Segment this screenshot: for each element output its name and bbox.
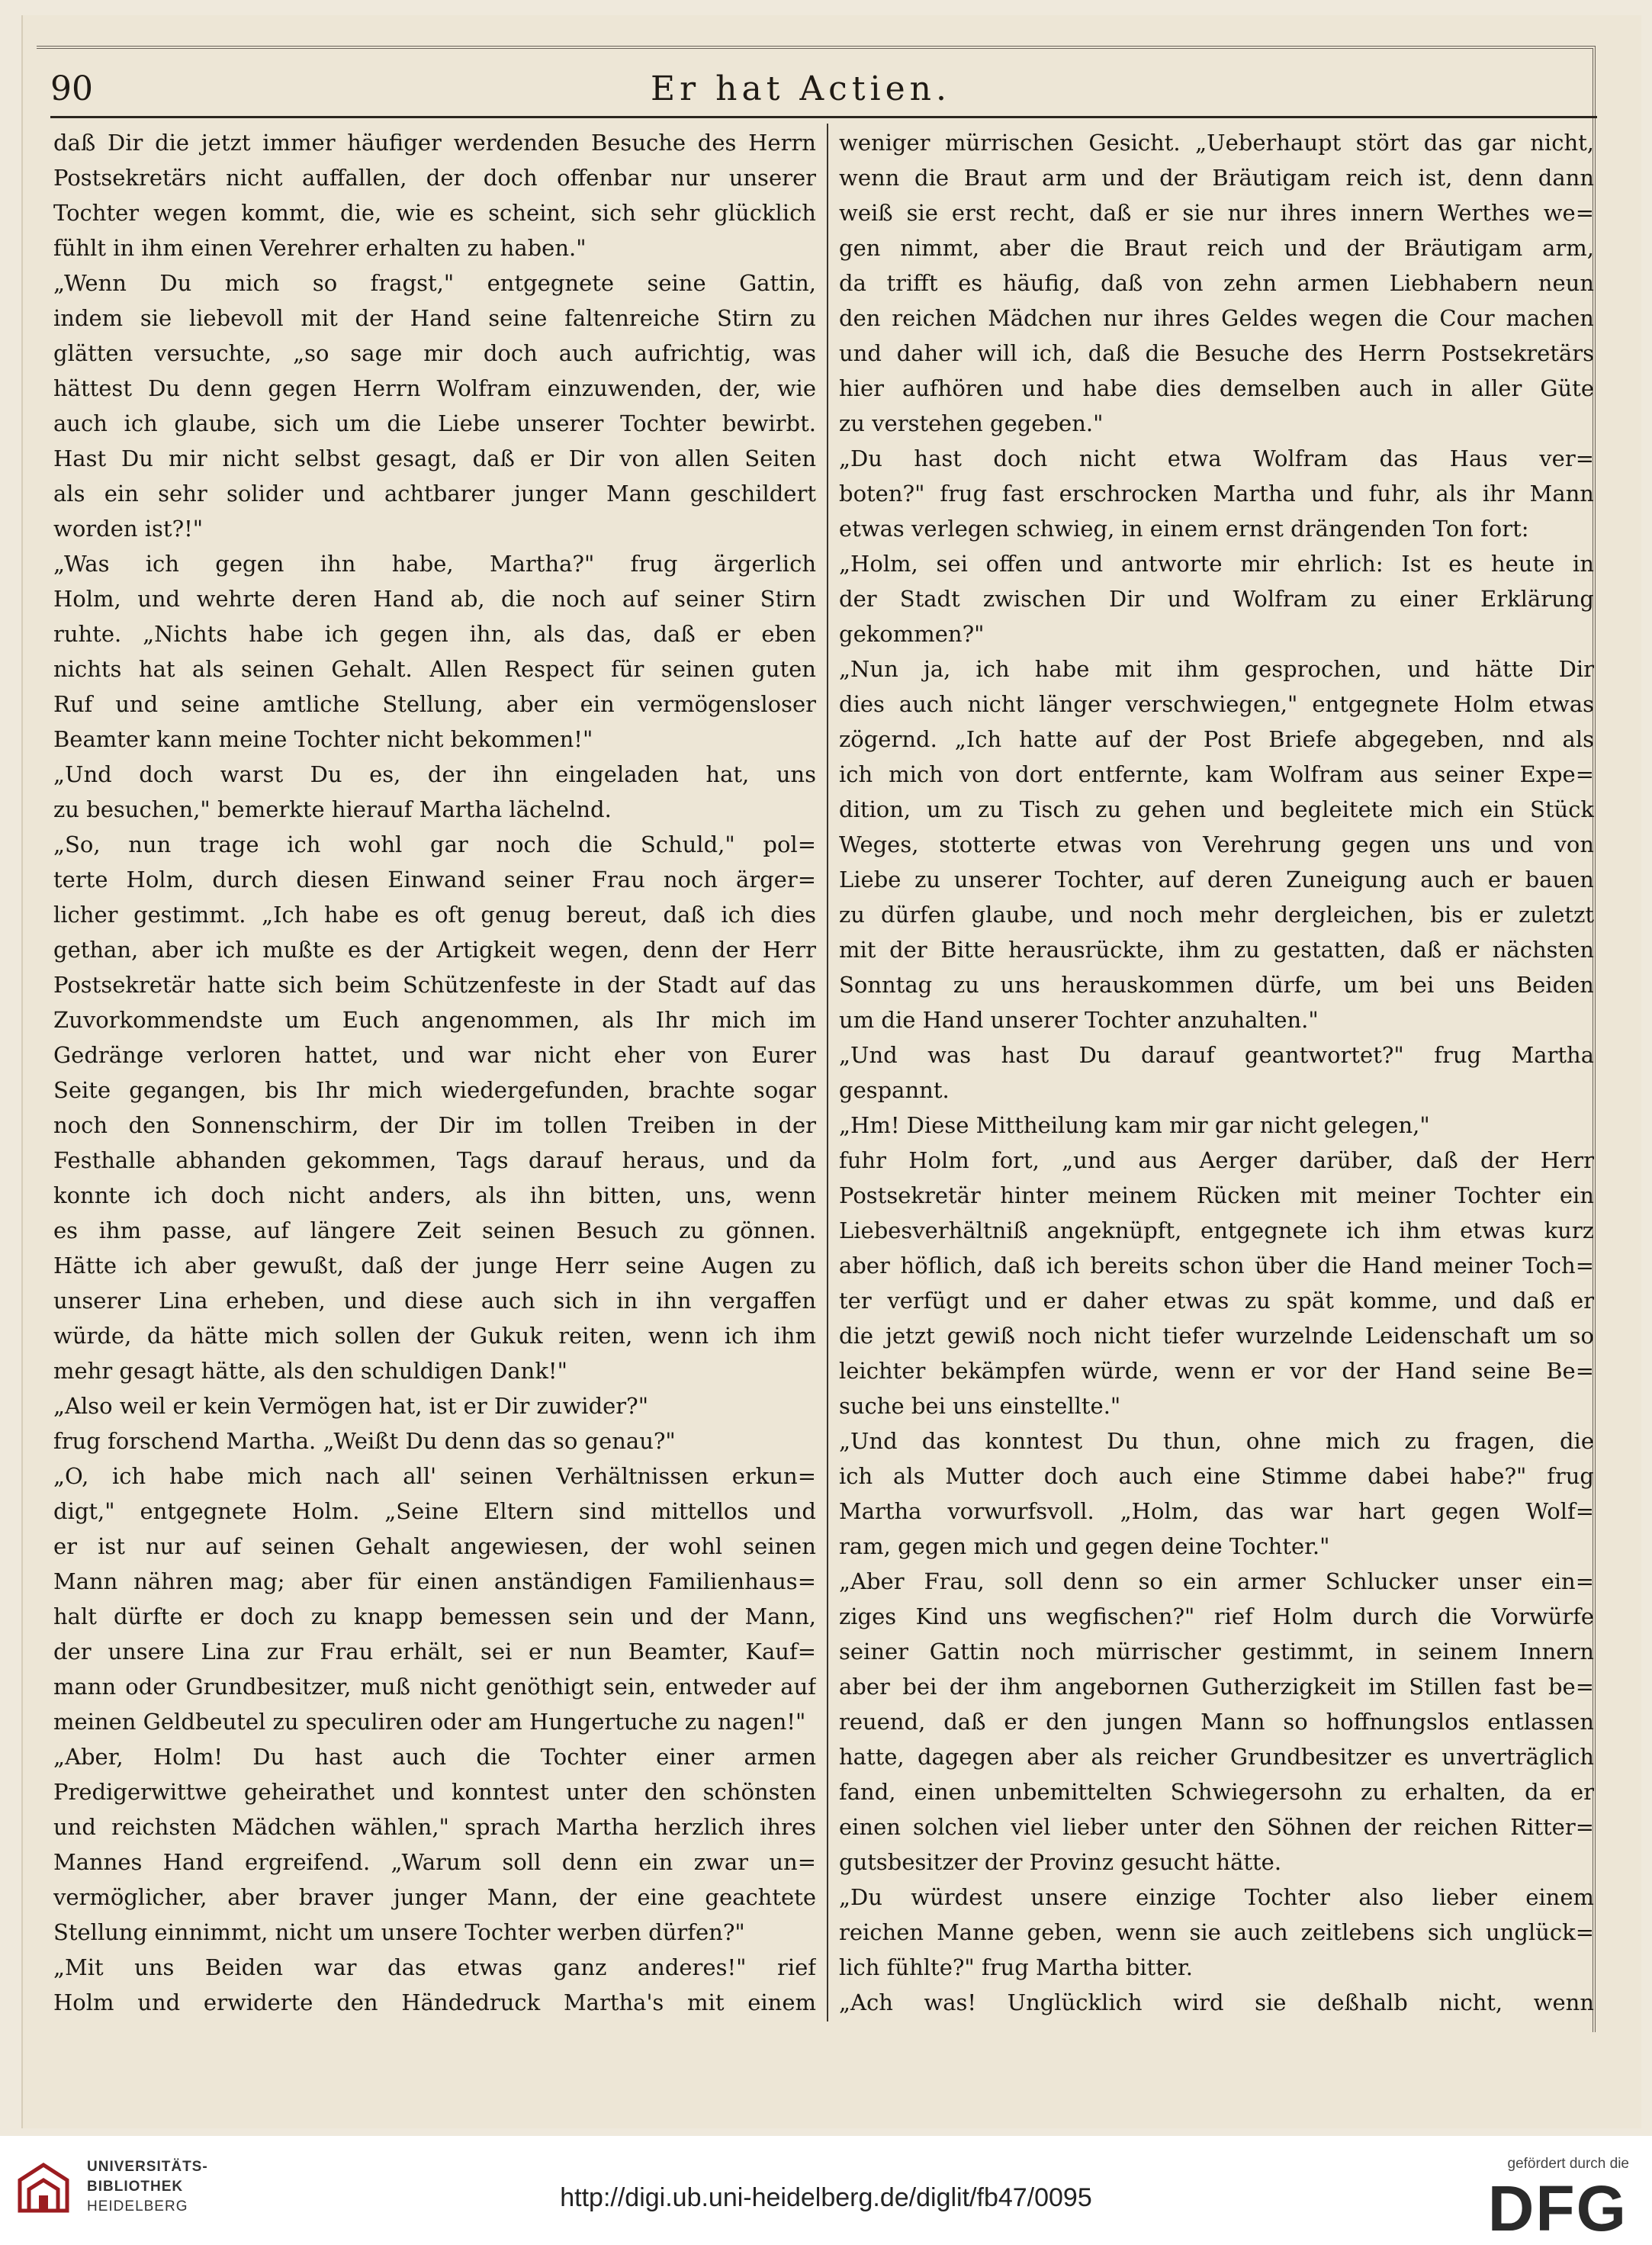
- text-line: „Du würdest unsere einzige Tochter also lieber einem: [839, 1884, 1594, 1910]
- text-line: ter verfügt und er daher etwas zu spät komme, und daß er: [839, 1288, 1594, 1314]
- text-line: indem sie liebevoll mit der Hand seine faltenreiche Stirn zu: [53, 305, 816, 331]
- text-line: Weges, stotterte etwas von Verehrung gegen uns und von: [839, 831, 1594, 857]
- permalink-url[interactable]: http://digi.ub.uni-heidelberg.de/diglit/fb47/0095: [560, 2183, 1092, 2212]
- text-line: zu besuchen," bemerkte hierauf Martha lächelnd.: [53, 796, 612, 822]
- text-line: gespannt.: [839, 1077, 950, 1103]
- text-line: auch ich glaube, sich um die Liebe unserer Tochter bewirbt.: [53, 410, 816, 436]
- text-line: halt dürfte er doch zu knapp bemessen sein und der Mann,: [53, 1603, 816, 1629]
- text-line: reuend, daß er den jungen Mann so hoffnungslos entlassen: [839, 1709, 1594, 1735]
- text-line: Tochter wegen kommt, die, wie es scheint, sich sehr glücklich: [53, 200, 816, 226]
- text-line: fuhr Holm fort, „und aus Aerger darüber, daß der Herr: [839, 1147, 1594, 1173]
- text-line: Hast Du mir nicht selbst gesagt, daß er Dir von allen Seiten: [53, 445, 816, 471]
- text-line: meinen Geldbeutel zu speculiren oder am Hungertuche zu nagen!": [53, 1709, 806, 1735]
- text-line: „Mit uns Beiden war das etwas ganz anderes!" rief: [53, 1954, 816, 1980]
- text-line: fühlt in ihm einen Verehrer erhalten zu haben.": [53, 235, 587, 261]
- text-line: mit der Bitte herausrückte, ihm zu gestatten, daß er nächsten: [839, 937, 1594, 963]
- text-line: Hätte ich aber gewußt, daß der junge Herr seine Augen zu: [53, 1253, 816, 1278]
- text-line: „Aber, Holm! Du hast auch die Tochter einer armen: [53, 1744, 816, 1770]
- text-line: hättest Du denn gegen Herrn Wolfram einzuwenden, der, wie: [53, 375, 816, 401]
- text-line: „So, nun trage ich wohl gar noch die Schuld," pol=: [53, 831, 816, 857]
- text-line: ziges Kind uns wegfischen?" rief Holm durch die Vorwürfe: [839, 1603, 1594, 1629]
- text-line: terte Holm, durch diesen Einwand seiner Frau noch ärger=: [53, 867, 816, 893]
- text-line: suche bei uns einstellte.": [839, 1393, 1121, 1419]
- library-name-line1: UNIVERSITÄTS-: [87, 2159, 208, 2175]
- text-line: unserer Lina erheben, und diese auch sich in ihn vergaffen: [53, 1288, 816, 1314]
- text-line: ich mich von dort entfernte, kam Wolfram aus seiner Expe=: [839, 761, 1594, 787]
- text-line: „Ach was! Unglücklich wird sie deßhalb nicht, wenn: [839, 1989, 1594, 2015]
- text-line: dies auch nicht länger verschwiegen," entgegnete Holm etwas: [839, 691, 1594, 717]
- text-line: Postsekretär hinter meinem Rücken mit meiner Tochter ein: [839, 1182, 1594, 1208]
- text-line: mehr gesagt hätte, als den schuldigen Dank!": [53, 1358, 567, 1384]
- funder-caption: gefördert durch die: [1507, 2156, 1629, 2172]
- right-column: [839, 125, 1594, 2021]
- text-line: „Also weil er kein Vermögen hat, ist er Dir zuwider?": [53, 1393, 649, 1419]
- text-line: würde, da hätte mich sollen der Gukuk reiten, wenn ich ihm: [53, 1323, 816, 1349]
- text-line: Stellung einnimmt, nicht um unsere Tochter werben dürfen?": [53, 1919, 745, 1945]
- text-line: er ist nur auf seinen Gehalt angewiesen, der wohl seinen: [53, 1533, 816, 1559]
- text-line: wenn die Braut arm und der Bräutigam reich ist, denn dann: [839, 165, 1594, 191]
- library-name-line3: HEIDELBERG: [87, 2198, 188, 2214]
- dfg-logo-text: DFG: [1487, 2179, 1628, 2234]
- left-column: [53, 125, 816, 2021]
- text-line: „Wenn Du mich so fragst," entgegnete seine Gattin,: [53, 270, 816, 296]
- text-line: als ein sehr solider und achtbarer junger Mann geschildert: [53, 481, 816, 507]
- text-line: leichter bekämpfen würde, wenn er vor der Hand seine Be=: [839, 1358, 1594, 1384]
- text-line: hier aufhören und habe dies demselben auch in aller Güte: [839, 375, 1594, 401]
- text-line: der Stadt zwischen Dir und Wolfram zu einer Erklärung: [839, 586, 1594, 612]
- text-line: „Was ich gegen ihn habe, Martha?" frug ärgerlich: [53, 551, 816, 577]
- text-line: Postsekretärs nicht auffallen, der doch offenbar nur unserer: [53, 165, 816, 191]
- library-name-line2: BIBLIOTHEK: [87, 2179, 184, 2195]
- text-line: hatte, dagegen aber als reicher Grundbesitzer es unverträglich: [839, 1744, 1594, 1770]
- text-line: weiß sie erst recht, daß er sie nur ihres innern Werthes we=: [839, 200, 1594, 226]
- page-number: 90: [50, 69, 93, 108]
- text-line: der unsere Lina zur Frau erhält, sei er nun Beamter, Kauf=: [53, 1639, 816, 1664]
- text-line: daß Dir die jetzt immer häufiger werdenden Besuche des Herrn: [53, 130, 816, 156]
- text-line: „Du hast doch nicht etwa Wolfram das Haus ver=: [839, 445, 1594, 471]
- text-line: gutsbesitzer der Provinz gesucht hätte.: [839, 1849, 1282, 1875]
- text-line: glätten versuchte, „so sage mir doch auch aufrichtig, was: [53, 340, 816, 366]
- text-line: aber bei der ihm angebornen Gutherzigkeit im Stillen fast be=: [839, 1674, 1594, 1700]
- text-line: etwas verlegen schwieg, in einem ernst drängenden Ton fort:: [839, 516, 1529, 542]
- text-line: ram, gegen mich und gegen deine Tochter.": [839, 1533, 1330, 1559]
- text-line: seiner Gattin noch mürrischer gestimmt, in seinem Innern: [839, 1639, 1594, 1664]
- text-line: Zuvorkommendste um Euch angenommen, als Ihr mich im: [53, 1007, 816, 1033]
- text-line: Holm, und wehrte deren Hand ab, die noch auf seiner Stirn: [53, 586, 816, 612]
- text-line: ruhte. „Nichts habe ich gegen ihn, als das, daß er eben: [53, 621, 816, 647]
- text-line: Holm und erwiderte den Händedruck Martha's mit einem: [53, 1989, 816, 2015]
- text-line: und daher will ich, daß die Besuche des Herrn Postsekretärs: [839, 340, 1594, 366]
- text-line: Sonntag zu uns herauskommen dürfe, um bei uns Beiden: [839, 972, 1594, 998]
- text-line: reichen Manne geben, wenn sie auch zeitlebens sich unglück=: [839, 1919, 1594, 1945]
- text-line: gethan, aber ich mußte es der Artigkeit wegen, denn der Herr: [53, 937, 816, 963]
- text-line: boten?" frug fast erschrocken Martha und fuhr, als ihr Mann: [839, 481, 1594, 507]
- text-line: „Hm! Diese Mittheilung kam mir gar nicht gelegen,": [839, 1112, 1430, 1138]
- text-line: weniger mürrischen Gesicht. „Ueberhaupt stört das gar nicht,: [839, 130, 1594, 156]
- text-line: „Aber Frau, soll denn so ein armer Schlucker unser ein=: [839, 1568, 1594, 1594]
- text-line: zögernd. „Ich hatte auf der Post Briefe abgegeben, nnd als: [839, 726, 1594, 752]
- text-line: licher gestimmt. „Ich habe es oft genug bereut, daß ich dies: [53, 902, 816, 928]
- text-line: gen nimmt, aber die Braut reich und der Bräutigam arm,: [839, 235, 1594, 261]
- text-line: zu verstehen gegeben.": [839, 410, 1104, 436]
- text-line: lich fühlte?" frug Martha bitter.: [839, 1954, 1193, 1980]
- text-line: Predigerwittwe geheirathet und konntest unter den schönsten: [53, 1779, 816, 1805]
- text-line: „Und doch warst Du es, der ihn eingeladen hat, uns: [53, 761, 816, 787]
- text-line: aber höflich, daß ich bereits schon über die Hand meiner Toch=: [839, 1253, 1594, 1278]
- header-rule: [50, 116, 1597, 118]
- text-line: Seite gegangen, bis Ihr mich wiedergefunden, brachte sogar: [53, 1077, 816, 1103]
- text-line: noch den Sonnenschirm, der Dir im tollen Treiben in der: [53, 1112, 816, 1138]
- text-line: digt," entgegnete Holm. „Seine Eltern sind mittellos und: [53, 1498, 816, 1524]
- column-divider: [827, 124, 828, 2021]
- text-line: vermöglicher, aber braver junger Mann, der eine geachtete: [53, 1884, 816, 1910]
- running-title: Er hat Actien.: [651, 69, 951, 108]
- text-line: da trifft es häufig, daß von zehn armen Liebhabern neun: [839, 270, 1594, 296]
- text-line: „Und was hast Du darauf geantwortet?" frug Martha: [839, 1042, 1594, 1068]
- text-line: dition, um zu Tisch zu gehen und begleitete mich ein Stück: [839, 796, 1594, 822]
- text-line: es ihm passe, auf längere Zeit seinen Besuch zu gönnen.: [53, 1217, 816, 1243]
- text-line: worden ist?!": [53, 516, 204, 542]
- text-line: „Und das konntest Du thun, ohne mich zu fragen, die: [839, 1428, 1594, 1454]
- text-line: konnte ich doch nicht anders, als ihn bitten, uns, wenn: [53, 1182, 816, 1208]
- dfg-logo-icon[interactable]: [1461, 2179, 1629, 2234]
- text-line: zu dürfen glaube, und noch mehr dergleichen, bis er zuletzt: [839, 902, 1594, 928]
- text-line: „Nun ja, ich habe mit ihm gesprochen, und hätte Dir: [839, 656, 1594, 682]
- text-line: den reichen Mädchen nur ihres Geldes wegen die Cour machen: [839, 305, 1594, 331]
- text-line: Mann nähren mag; aber für einen anständigen Familienhaus=: [53, 1568, 816, 1594]
- text-line: Martha vorwurfsvoll. „Holm, das war hart gegen Wolf=: [839, 1498, 1594, 1524]
- text-line: Festhalle abhanden gekommen, Tags darauf heraus, und da: [53, 1147, 816, 1173]
- text-line: Postsekretär hatte sich beim Schützenfeste in der Stadt auf das: [53, 972, 816, 998]
- text-line: Liebe zu unserer Tochter, auf deren Zuneigung auch er bauen: [839, 867, 1594, 893]
- text-line: frug forschend Martha. „Weißt Du denn das so genau?": [53, 1428, 676, 1454]
- text-line: fand, einen unbemittelten Schwiegersohn zu erhalten, da er: [839, 1779, 1594, 1805]
- text-line: Mannes Hand ergreifend. „Warum soll denn ein zwar un=: [53, 1849, 816, 1875]
- text-line: Ruf und seine amtliche Stellung, aber ein vermögensloser: [53, 691, 816, 717]
- text-line: um die Hand unserer Tochter anzuhalten.": [839, 1007, 1319, 1033]
- text-line: ich als Mutter doch auch eine Stimme dabei habe?" frug: [839, 1463, 1594, 1489]
- text-line: gekommen?": [839, 621, 985, 647]
- text-line: Liebesverhältniß angeknüpft, entgegnete ich ihm etwas kurz: [839, 1217, 1594, 1243]
- text-line: einen solchen viel lieber unter den Söhnen der reichen Ritter=: [839, 1814, 1594, 1840]
- text-line: und reichsten Mädchen wählen," sprach Martha herzlich ihres: [53, 1814, 816, 1840]
- text-line: „Holm, sei offen und antworte mir ehrlich: Ist es heute in: [839, 551, 1594, 577]
- text-line: die jetzt gewiß noch nicht tiefer wurzelnde Leidenschaft um so: [839, 1323, 1594, 1349]
- text-line: nichts hat als seinen Gehalt. Allen Respect für seinen guten: [53, 656, 816, 682]
- text-line: mann oder Grundbesitzer, muß nicht genöthigt sein, entweder auf: [53, 1674, 816, 1700]
- text-line: „O, ich habe mich nach all' seinen Verhältnissen erkun=: [53, 1463, 816, 1489]
- text-line: Beamter kann meine Tochter nicht bekommen!": [53, 726, 593, 752]
- text-line: Gedränge verloren hattet, und war nicht eher von Eurer: [53, 1042, 816, 1068]
